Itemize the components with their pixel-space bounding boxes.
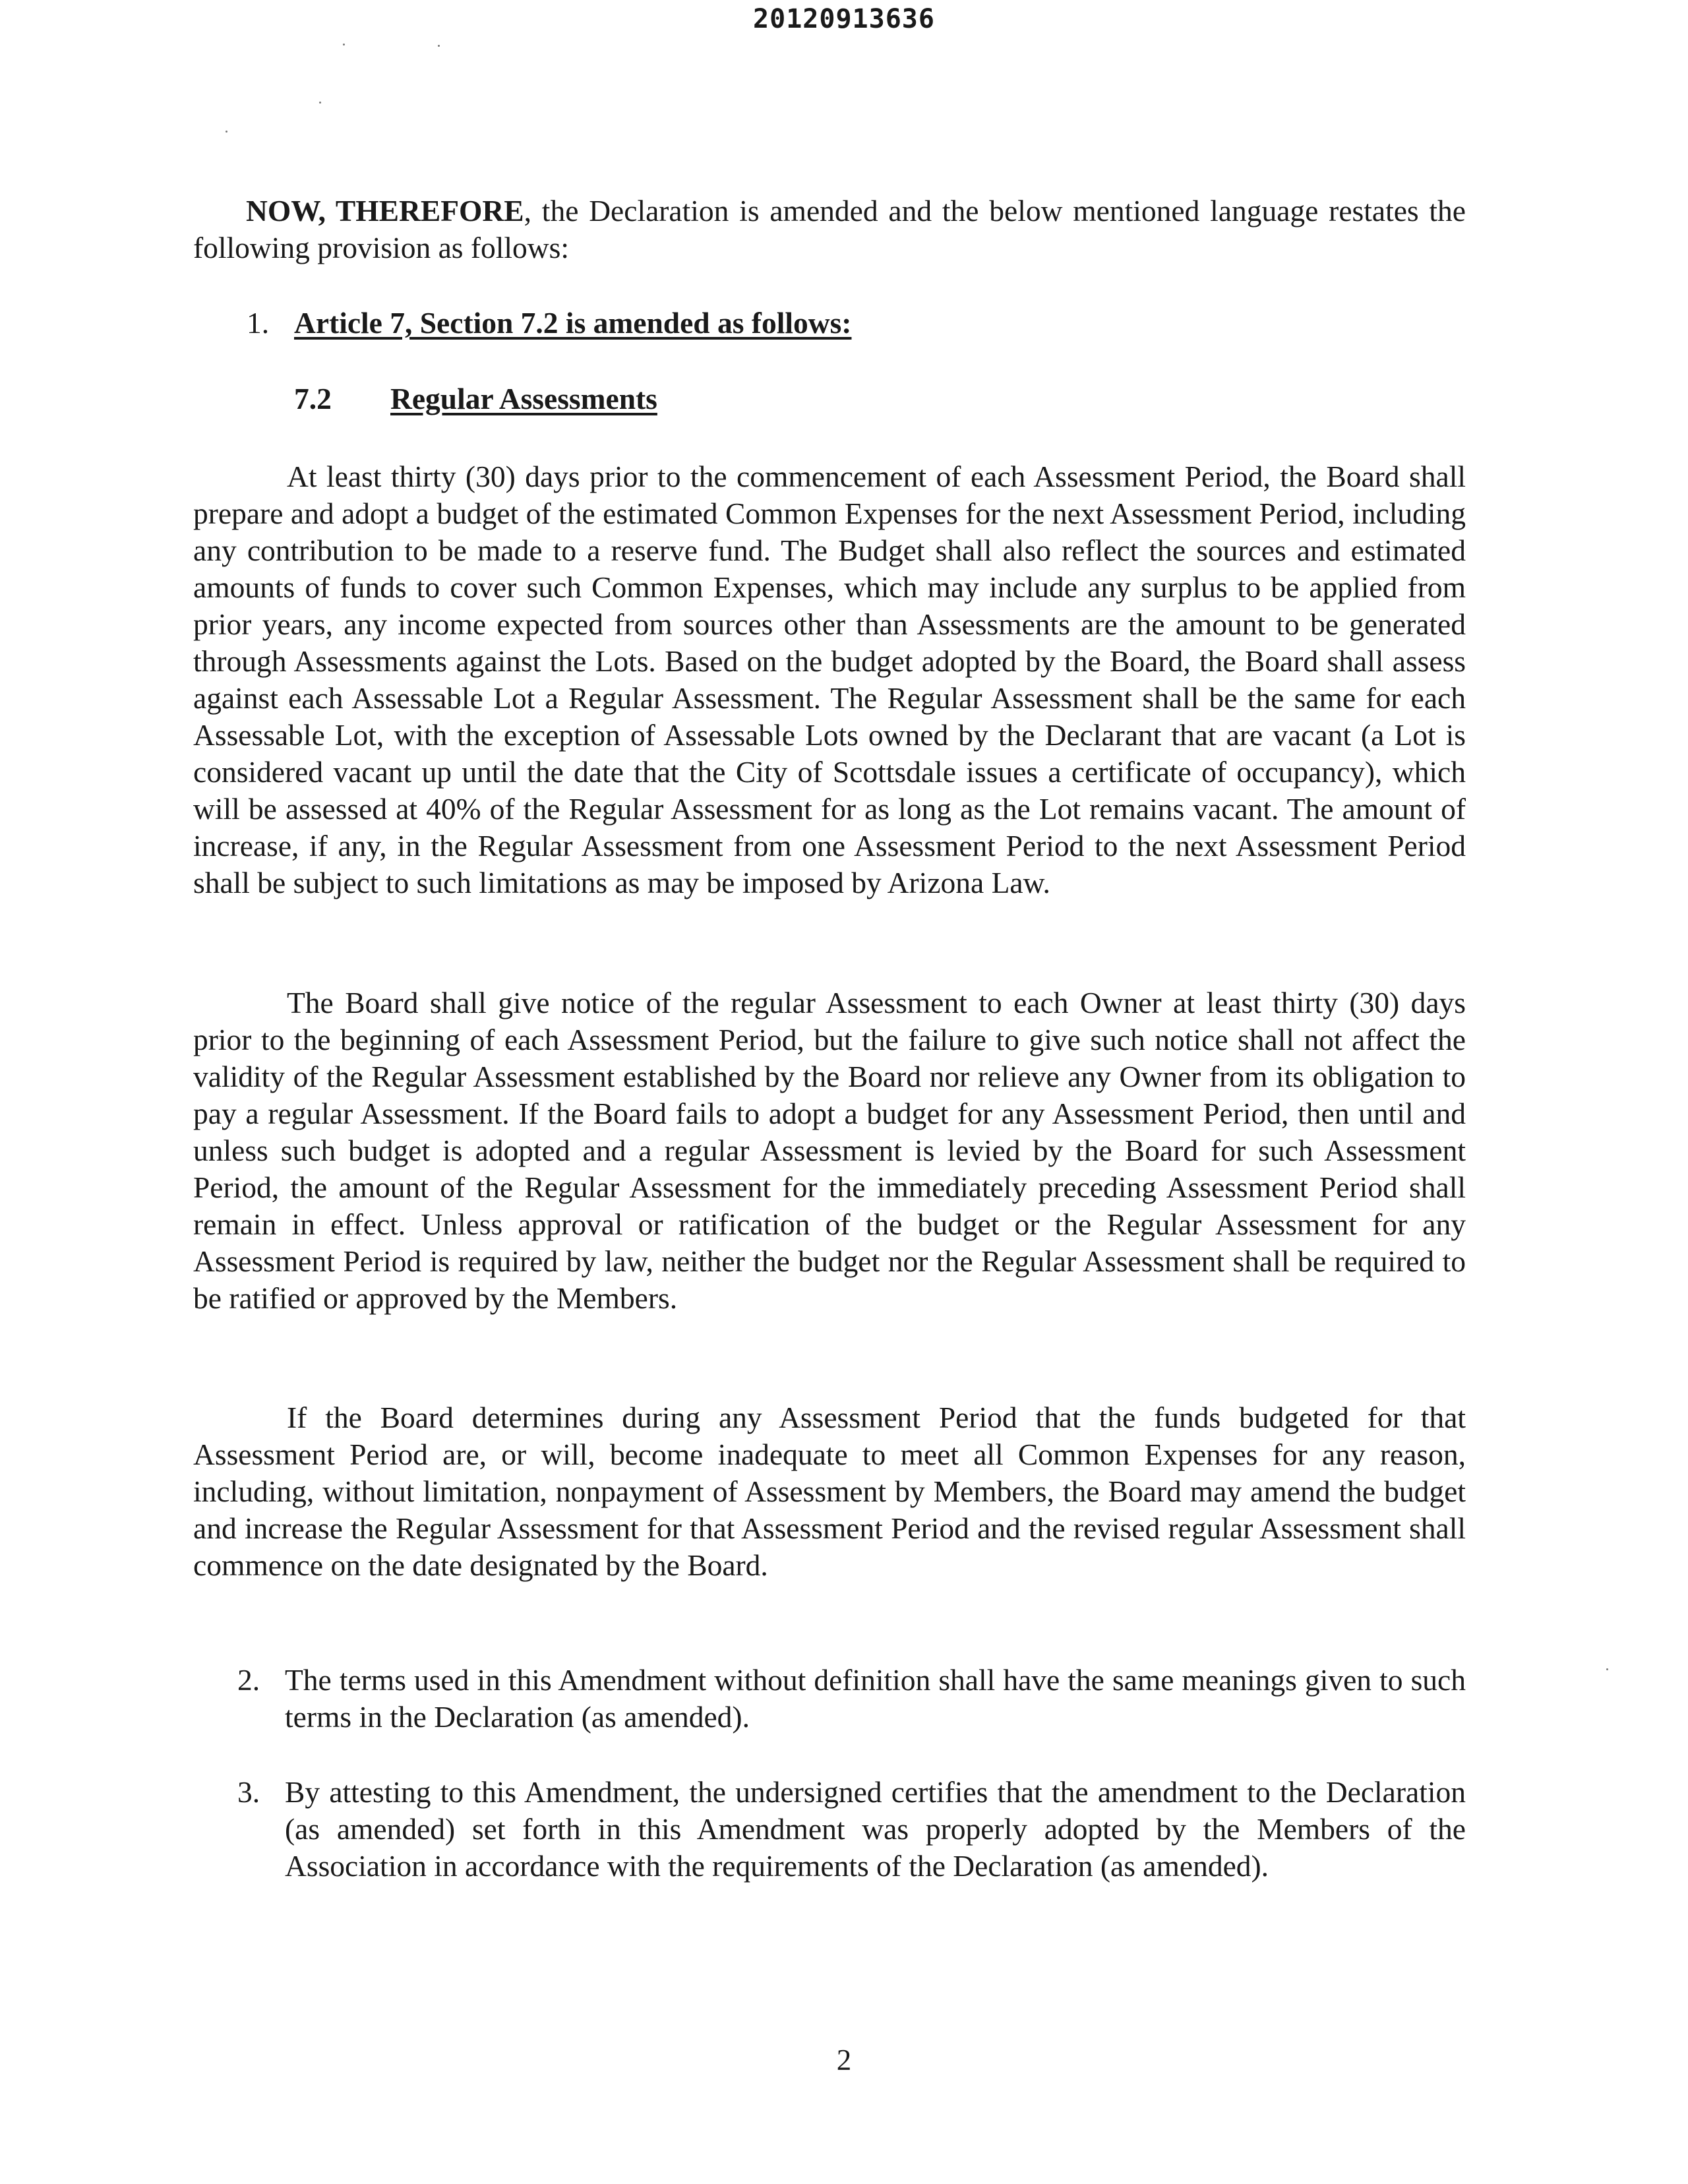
section-title: Regular Assessments	[390, 382, 657, 415]
scan-speck	[226, 131, 227, 133]
scan-speck	[319, 102, 321, 104]
intro-paragraph	[193, 193, 1466, 266]
paragraph-budget-amendment: If the Board determines during any Assessment Period that the funds budgeted for that Assessment Period are, or will, become inadequate to meet all Common Expenses for any reason, including, without limitation, nonpayment of Assessment by Members, the Board may amend the budget and increase the Regular Assessment for that Assessment Period and the revised regular Assessment shall commence on the date designated by the Board.	[193, 1401, 1466, 1582]
intro-lead: NOW, THEREFORE	[246, 194, 524, 228]
paragraph-notice: The Board shall give notice of the regular Assessment to each Owner at least thirty (30) days prior to the beginning of each Assessment Period, but the failure to give such notice shall not affect the validity of the Regular Assessment established by the Board nor relieve any Owner from its obligation to pay a regular Assessment. If the Board fails to adopt a budget for any Assessment Period, then until and unless such budget is adopted and a regular Assessment is levied by the Board for such Assessment Period, the amount of the Regular Assessment for the immediately preceding Assessment Period shall remain in effect. Unless approval or ratification of the budget or the Regular Assessment for any Assessment Period is required by law, neither the budget nor the Regular Assessment shall be required to be ratified or approved by the Members.	[193, 986, 1466, 1315]
document-number: 20120913636	[753, 4, 935, 34]
paragraph-regular-assessments: At least thirty (30) days prior to the commencement of each Assessment Period, the Board shall prepare and adopt a budget of the estimated Common Expenses for the next Assessment Period, including any contribution to be made to a reserve fund. The Budget shall also reflect the sources and estimated amounts of funds to cover such Common Expenses, which may include any surplus to be applied from prior years, any income expected from sources other than Assessments are the amount to be generated through Assessments against the Lots. Based on the budget adopted by the Board, the Board shall assess against each Assessable Lot a Regular Assessment. The Regular Assessment shall be the same for each Assessable Lot, with the exception of Assessable Lots owned by the Declarant that are vacant (a Lot is considered vacant up until the date that the City of Scottsdale issues a certificate of occupancy), which will be assessed at 40% of the Regular Assessment for as long as the Lot remains vacant. The amount of increase, if any, in the Regular Assessment from one Assessment Period to the next Assessment Period shall be subject to such limitations as may be imposed by Arizona Law.	[193, 460, 1466, 899]
item3-number: 3.	[237, 1775, 260, 1809]
scan-speck	[343, 44, 345, 46]
item2-text: The terms used in this Amendment without definition shall have the same meanings given to such terms in the Declaration (as amended).	[285, 1663, 1466, 1734]
page-number: 2	[836, 2044, 852, 2077]
scan-speck	[1606, 1668, 1608, 1670]
scan-speck	[438, 45, 440, 47]
item3-text: By attesting to this Amendment, the undersigned certifies that the amendment to the Declaration (as amended) set forth in this Amendment was properly adopted by the Members of the Association in accordance with the requirements of the Declaration (as amended).	[285, 1775, 1466, 1883]
item1-title: Article 7, Section 7.2 is amended as follows:	[294, 306, 852, 340]
section-number: 7.2	[294, 382, 332, 415]
item2-number: 2.	[237, 1663, 260, 1697]
item1-number: 1.	[247, 306, 270, 340]
intro-text: , the Declaration is amended and the below mentioned language restates the following provision as follows:	[193, 194, 1466, 264]
